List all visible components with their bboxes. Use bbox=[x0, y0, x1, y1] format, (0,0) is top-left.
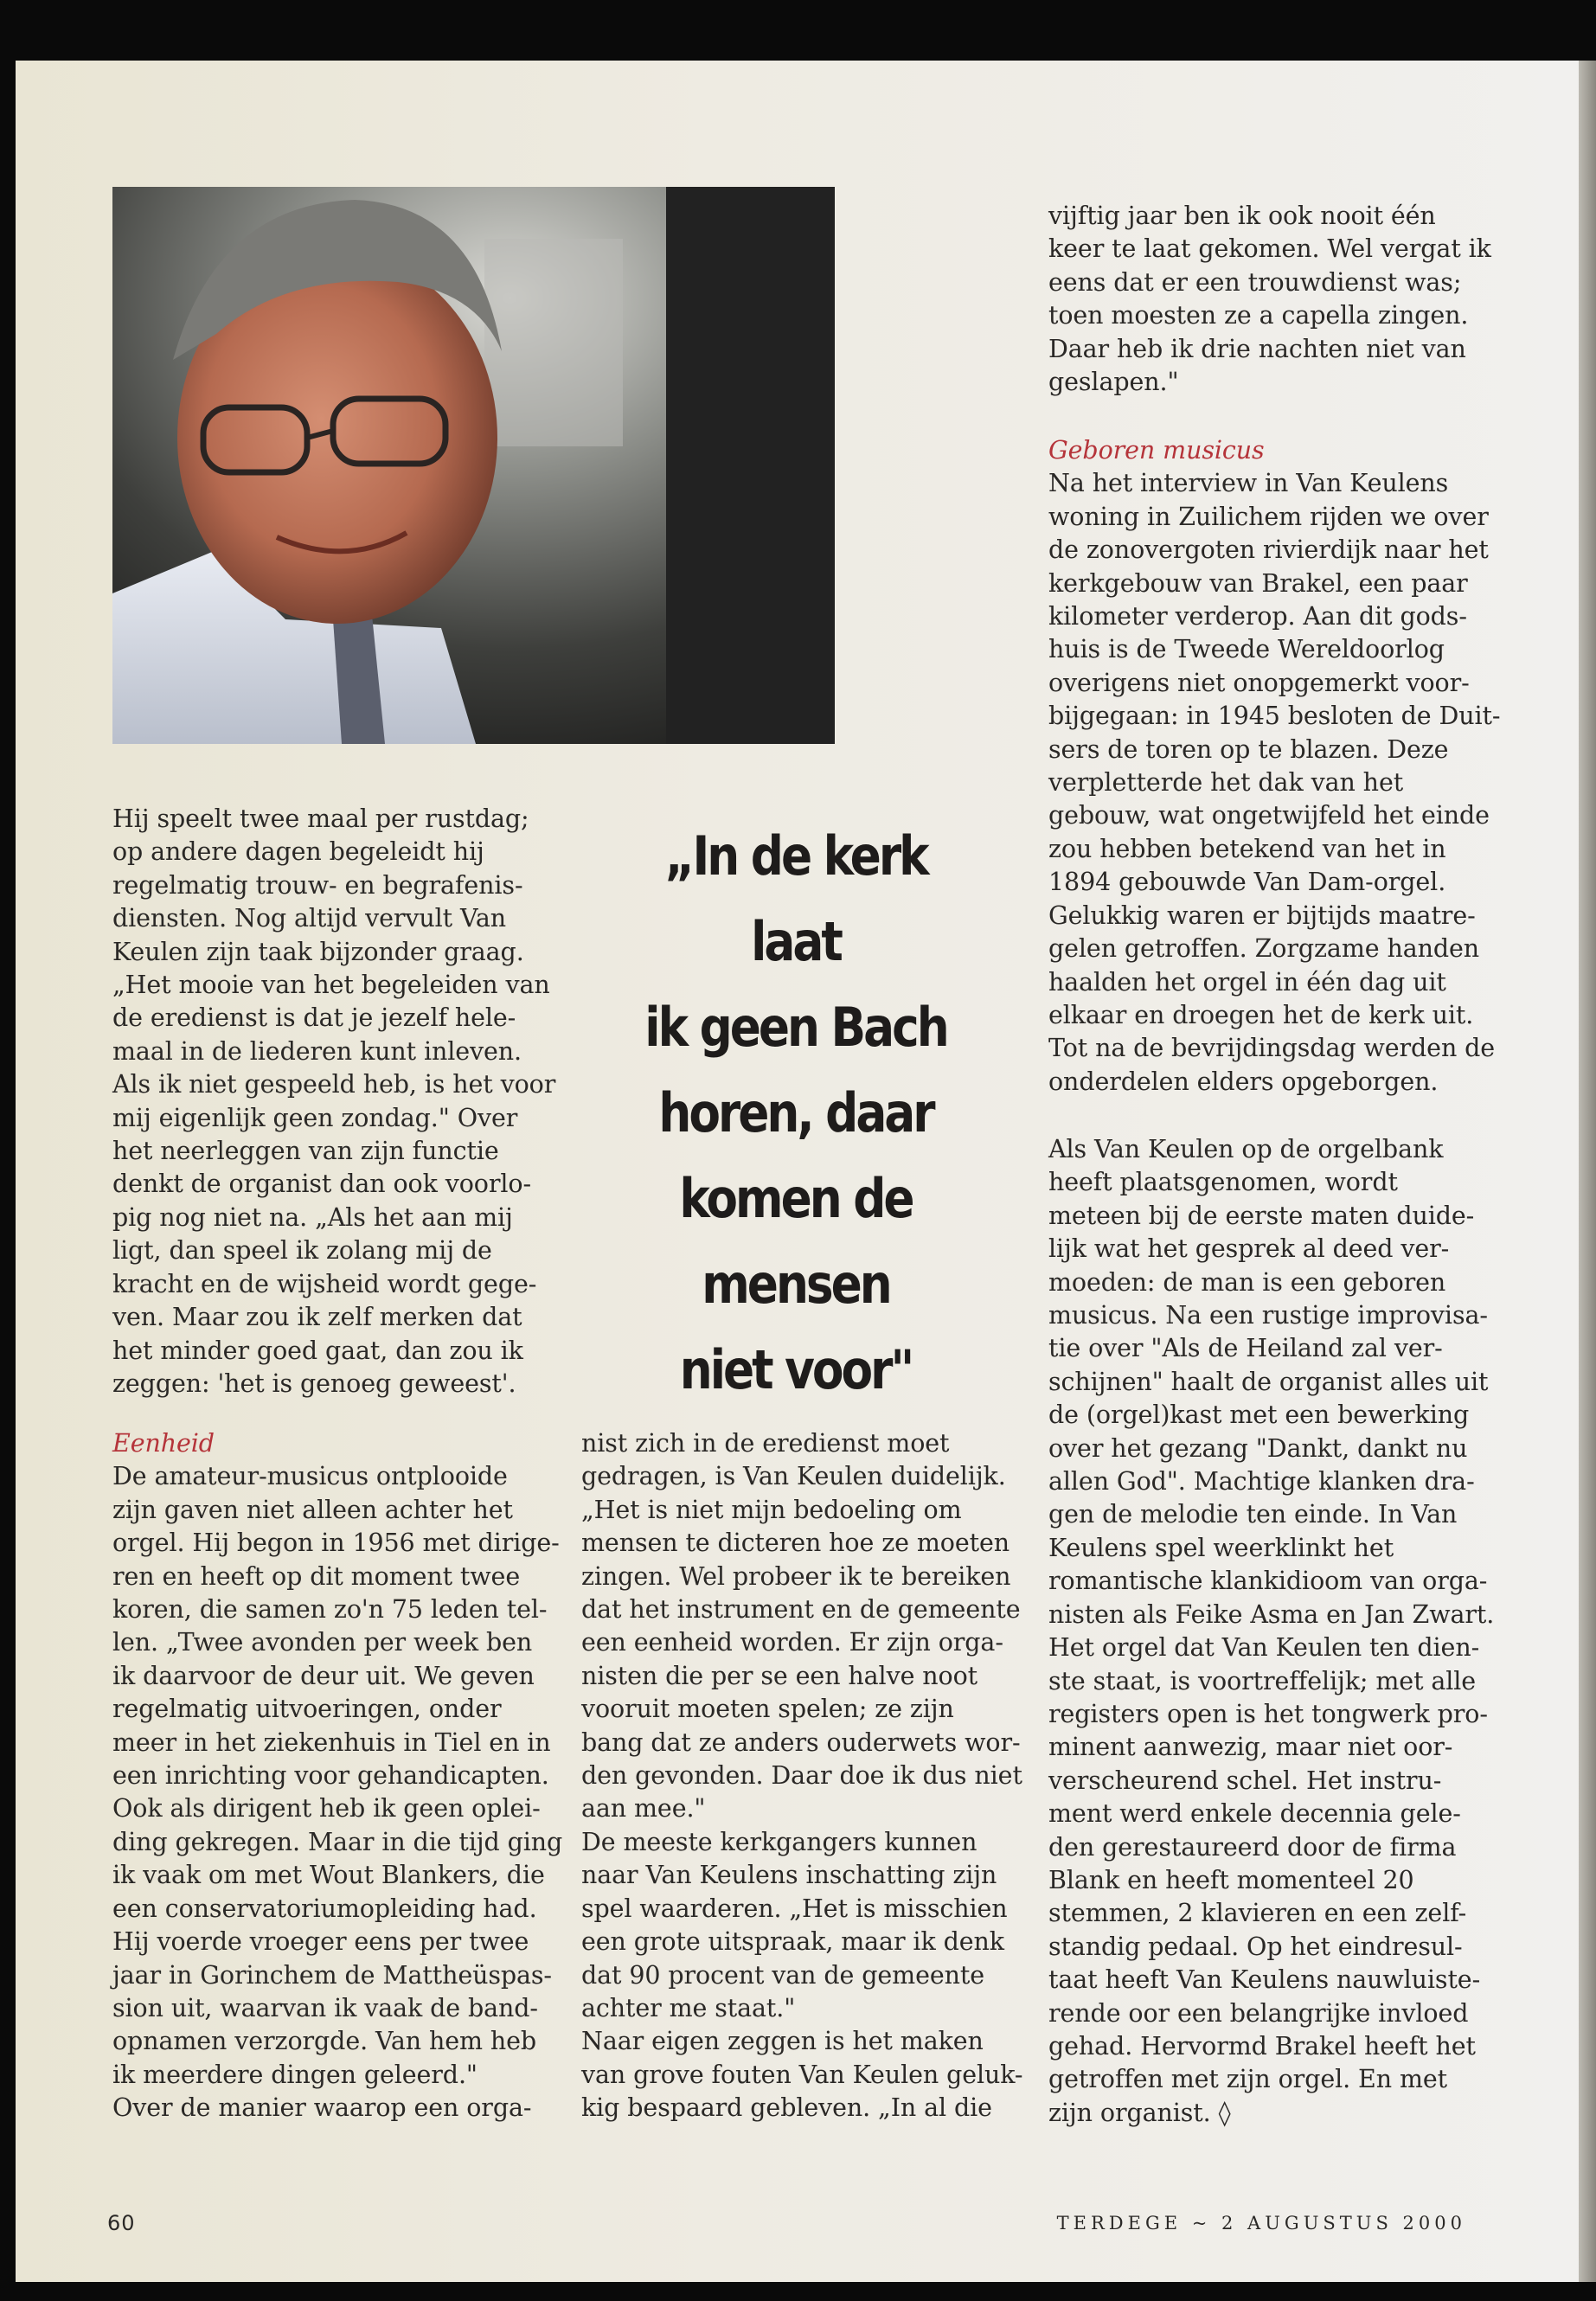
text-line: gedragen, is Van Keulen duidelijk. bbox=[581, 1462, 1006, 1491]
text-line: len. „Twee avonden per week ben bbox=[112, 1628, 533, 1657]
text-line: kracht en de wijsheid wordt gege- bbox=[112, 1269, 537, 1298]
text-line: jaar in Gorinchem de Mattheüspas- bbox=[112, 1960, 552, 1990]
text-line: Blank en heeft momenteel 20 bbox=[1048, 1865, 1414, 1894]
text-line: allen God". Machtige klanken dra- bbox=[1048, 1467, 1475, 1497]
section-heading-eenheid: Eenheid bbox=[112, 1429, 215, 1458]
text-line: rende oor een belangrijke invloed bbox=[1048, 1998, 1469, 2028]
text-line: het minder goed gaat, dan zou ik bbox=[112, 1336, 523, 1365]
text-line: zijn organist. ◊ bbox=[1048, 2098, 1231, 2127]
text-line: haalden het orgel in één dag uit bbox=[1048, 967, 1446, 997]
text-line: sers de toren op te blazen. Deze bbox=[1048, 734, 1449, 764]
footer-publication: TERDEGE ~ 2 AUGUSTUS 2000 bbox=[1056, 2213, 1466, 2234]
pull-quote-line: niet voor" bbox=[679, 1338, 913, 1401]
column-1-rustdag bbox=[112, 803, 555, 1400]
text-line: stemmen, 2 klavieren en een zelf- bbox=[1048, 1899, 1467, 1928]
column-3-top bbox=[1048, 200, 1491, 399]
text-line: gelen getroffen. Zorgzame handen bbox=[1048, 934, 1480, 964]
text-line: elkaar en droegen het de kerk uit. bbox=[1048, 1000, 1474, 1029]
text-line: „Het is niet mijn bedoeling om bbox=[581, 1495, 962, 1524]
text-line: standig pedaal. Op het eindresul- bbox=[1048, 1932, 1463, 1961]
text-line: Gelukkig waren er bijtijds maatre- bbox=[1048, 901, 1476, 930]
text-line: meteen bij de eerste maten duide- bbox=[1048, 1201, 1475, 1230]
text-line: Na het interview in Van Keulens bbox=[1048, 469, 1449, 498]
text-line: orgel. Hij begon in 1956 met dirige- bbox=[112, 1529, 560, 1558]
text-line: de zonovergoten rivierdijk naar het bbox=[1048, 535, 1489, 565]
text-line: de (orgel)kast met een bewerking bbox=[1048, 1400, 1470, 1430]
text-line: 1894 gebouwde Van Dam-orgel. bbox=[1048, 868, 1446, 897]
text-line: maal in de liederen kunt inleven. bbox=[112, 1036, 522, 1066]
text-line: Het orgel dat Van Keulen ten dien- bbox=[1048, 1633, 1480, 1663]
pull-quote-line: mensen bbox=[702, 1253, 890, 1316]
text-line: ik meerdere dingen geleerd." bbox=[112, 2060, 478, 2089]
text-line: de eredienst is dat je jezelf hele- bbox=[112, 1003, 516, 1033]
text-line: nisten die per se een halve noot bbox=[581, 1661, 978, 1690]
text-line: over het gezang "Dankt, dankt nu bbox=[1048, 1433, 1468, 1463]
text-line: registers open is het tongwerk pro- bbox=[1048, 1699, 1488, 1728]
column-3-geboren bbox=[1048, 434, 1500, 1099]
column-3-orgelbank bbox=[1048, 1133, 1494, 2130]
column-1-eenheid bbox=[112, 1427, 562, 2125]
text-line: Tot na de bevrijdingsdag werden de bbox=[1048, 1034, 1496, 1063]
text-line: regelmatig trouw- en begrafenis- bbox=[112, 870, 523, 900]
text-line: kerkgebouw van Brakel, een paar bbox=[1048, 568, 1468, 598]
text-line: den gerestaureerd door de firma bbox=[1048, 1832, 1457, 1862]
text-line: ding gekregen. Maar in die tijd ging bbox=[112, 1827, 563, 1856]
text-line: zingen. Wel probeer ik te bereiken bbox=[581, 1561, 1011, 1591]
text-line: ik daarvoor de deur uit. We geven bbox=[112, 1661, 535, 1690]
text-line: bijgegaan: in 1945 besloten de Duit- bbox=[1048, 702, 1501, 731]
text-line: sion uit, waarvan ik vaak de band- bbox=[112, 1993, 538, 2022]
text-line: getroffen met zijn orgel. En met bbox=[1048, 2065, 1447, 2094]
text-line: van grove fouten Van Keulen geluk- bbox=[581, 2060, 1023, 2089]
text-line: een grote uitspraak, maar ik denk bbox=[581, 1927, 1004, 1957]
page-edge bbox=[1579, 61, 1596, 2282]
pull-quote-line: ik geen Bach bbox=[644, 996, 947, 1059]
text-line: vooruit moeten spelen; ze zijn bbox=[581, 1695, 954, 1724]
text-line: taat heeft Van Keulens nauwluiste- bbox=[1048, 1965, 1481, 1995]
column-2 bbox=[581, 1427, 1022, 2125]
text-line: verscheurend schel. Het instru- bbox=[1048, 1766, 1442, 1795]
text-line: een inrichting voor gehandicapten. bbox=[112, 1761, 549, 1791]
text-line: „Het mooie van het begeleiden van bbox=[112, 971, 550, 1000]
text-line: ren en heeft op dit moment twee bbox=[112, 1561, 521, 1591]
text-line: aan mee." bbox=[581, 1794, 706, 1823]
text-line: woning in Zuilichem rijden we over bbox=[1048, 502, 1489, 531]
text-line: Daar heb ik drie nachten niet van bbox=[1048, 334, 1466, 363]
text-line: ik vaak om met Wout Blankers, die bbox=[112, 1861, 545, 1890]
text-line: De amateur-musicus ontplooide bbox=[112, 1462, 508, 1491]
text-line: Als Van Keulen op de orgelbank bbox=[1048, 1135, 1444, 1163]
text-line: bang dat ze anders ouderwets wor- bbox=[581, 1727, 1021, 1757]
text-line: musicus. Na een rustige improvisa- bbox=[1048, 1301, 1488, 1330]
text-line: dat 90 procent van de gemeente bbox=[581, 1960, 985, 1990]
text-line: nist zich in de eredienst moet bbox=[581, 1429, 950, 1458]
text-line: meer in het ziekenhuis in Tiel en in bbox=[112, 1727, 551, 1757]
text-line: romantische klankidioom van orga- bbox=[1048, 1567, 1488, 1596]
text-line: diensten. Nog altijd vervult Van bbox=[112, 904, 506, 933]
text-line: gebouw, wat ongetwijfeld het einde bbox=[1048, 801, 1490, 830]
text-line: geslapen." bbox=[1048, 368, 1179, 397]
text-line: denkt de organist dan ook voorlo- bbox=[112, 1170, 531, 1199]
page-number: 60 bbox=[107, 2211, 136, 2235]
text-line: zeggen: 'het is genoeg geweest'. bbox=[112, 1368, 516, 1398]
text-line: ste staat, is voortreffelijk; met alle bbox=[1048, 1666, 1477, 1695]
text-line: kilometer verderop. Aan dit gods- bbox=[1048, 602, 1467, 631]
text-line: lijk wat het gesprek al deed ver- bbox=[1048, 1234, 1450, 1264]
pull-quote-line: komen de bbox=[679, 1167, 913, 1230]
text-line: eens dat er een trouwdienst was; bbox=[1048, 267, 1462, 297]
portrait-photo-icon bbox=[112, 187, 835, 744]
text-line: het neerleggen van zijn functie bbox=[112, 1137, 499, 1166]
text-line: dat het instrument en de gemeente bbox=[581, 1595, 1021, 1625]
text-line: een eenheid worden. Er zijn orga- bbox=[581, 1628, 1003, 1657]
pull-quote-line: „In de kerk laat bbox=[664, 824, 927, 973]
text-line: ligt, dan speel ik zolang mij de bbox=[112, 1236, 492, 1266]
text-line: een conservatoriumopleiding had. bbox=[112, 1894, 537, 1923]
text-line: nisten als Feike Asma en Jan Zwart. bbox=[1048, 1599, 1495, 1629]
text-line: overigens niet onopgemerkt voor- bbox=[1048, 668, 1470, 697]
text-line: gehad. Hervormd Brakel heeft het bbox=[1048, 2031, 1476, 2061]
text-line: Keulen zijn taak bijzonder graag. bbox=[112, 937, 524, 966]
text-line: Over de manier waarop een orga- bbox=[112, 2093, 532, 2123]
text-line: tie over "Als de Heiland zal ver- bbox=[1048, 1334, 1443, 1363]
text-line: ment werd enkele decennia gele- bbox=[1048, 1799, 1461, 1829]
text-line: zou hebben betekend van het in bbox=[1048, 834, 1446, 863]
text-line: mensen te dicteren hoe ze moeten bbox=[581, 1529, 1010, 1558]
text-line: Hij speelt twee maal per rustdag; bbox=[112, 804, 529, 833]
text-line: pig nog niet na. „Als het aan mij bbox=[112, 1202, 513, 1232]
text-line: Keulens spel weerklinkt het bbox=[1048, 1533, 1394, 1562]
text-line: mij eigenlijk geen zondag." Over bbox=[112, 1103, 518, 1132]
text-line: Hij voerde vroeger eens per twee bbox=[112, 1927, 529, 1957]
text-line: onderdelen elders opgeborgen. bbox=[1048, 1067, 1439, 1096]
text-line: Als ik niet gespeeld heb, is het voor bbox=[112, 1070, 556, 1099]
text-line: Naar eigen zeggen is het maken bbox=[581, 2027, 984, 2056]
text-line: kig bespaard gebleven. „In al die bbox=[581, 2093, 992, 2123]
text-line: vijftig jaar ben ik ook nooit één bbox=[1048, 202, 1436, 230]
text-line: zijn gaven niet alleen achter het bbox=[112, 1495, 513, 1524]
pull-quote bbox=[632, 813, 959, 1413]
text-line: schijnen" haalt de organist alles uit bbox=[1048, 1367, 1489, 1396]
text-line: De meeste kerkgangers kunnen bbox=[581, 1827, 977, 1856]
text-line: naar Van Keulens inschatting zijn bbox=[581, 1861, 997, 1890]
text-line: gen de melodie ten einde. In Van bbox=[1048, 1500, 1458, 1529]
text-line: opnamen verzorgde. Van hem heb bbox=[112, 2027, 537, 2056]
section-heading-geboren-musicus: Geboren musicus bbox=[1048, 436, 1265, 465]
text-line: den gevonden. Daar doe ik dus niet bbox=[581, 1761, 1022, 1791]
text-line: moeden: de man is een geboren bbox=[1048, 1267, 1446, 1297]
text-line: keer te laat gekomen. Wel vergat ik bbox=[1048, 234, 1491, 264]
text-line: spel waarderen. „Het is misschien bbox=[581, 1894, 1008, 1923]
text-line: toen moesten ze a capella zingen. bbox=[1048, 301, 1469, 330]
text-line: minent aanwezig, maar niet oor- bbox=[1048, 1733, 1453, 1762]
text-line: achter me staat." bbox=[581, 1993, 796, 2022]
text-line: ven. Maar zou ik zelf merken dat bbox=[112, 1303, 522, 1332]
text-line: heeft plaatsgenomen, wordt bbox=[1048, 1168, 1398, 1197]
text-line: huis is de Tweede Wereldoorlog bbox=[1048, 635, 1445, 664]
portrait-photo bbox=[112, 187, 835, 744]
text-line: regelmatig uitvoeringen, onder bbox=[112, 1695, 502, 1724]
text-line: verpletterde het dak van het bbox=[1048, 768, 1404, 798]
text-line: op andere dagen begeleidt hij bbox=[112, 837, 484, 867]
text-line: koren, die samen zo'n 75 leden tel- bbox=[112, 1595, 548, 1625]
pull-quote-line: horen, daar bbox=[658, 1081, 933, 1144]
text-line: Ook als dirigent heb ik geen oplei- bbox=[112, 1794, 541, 1823]
